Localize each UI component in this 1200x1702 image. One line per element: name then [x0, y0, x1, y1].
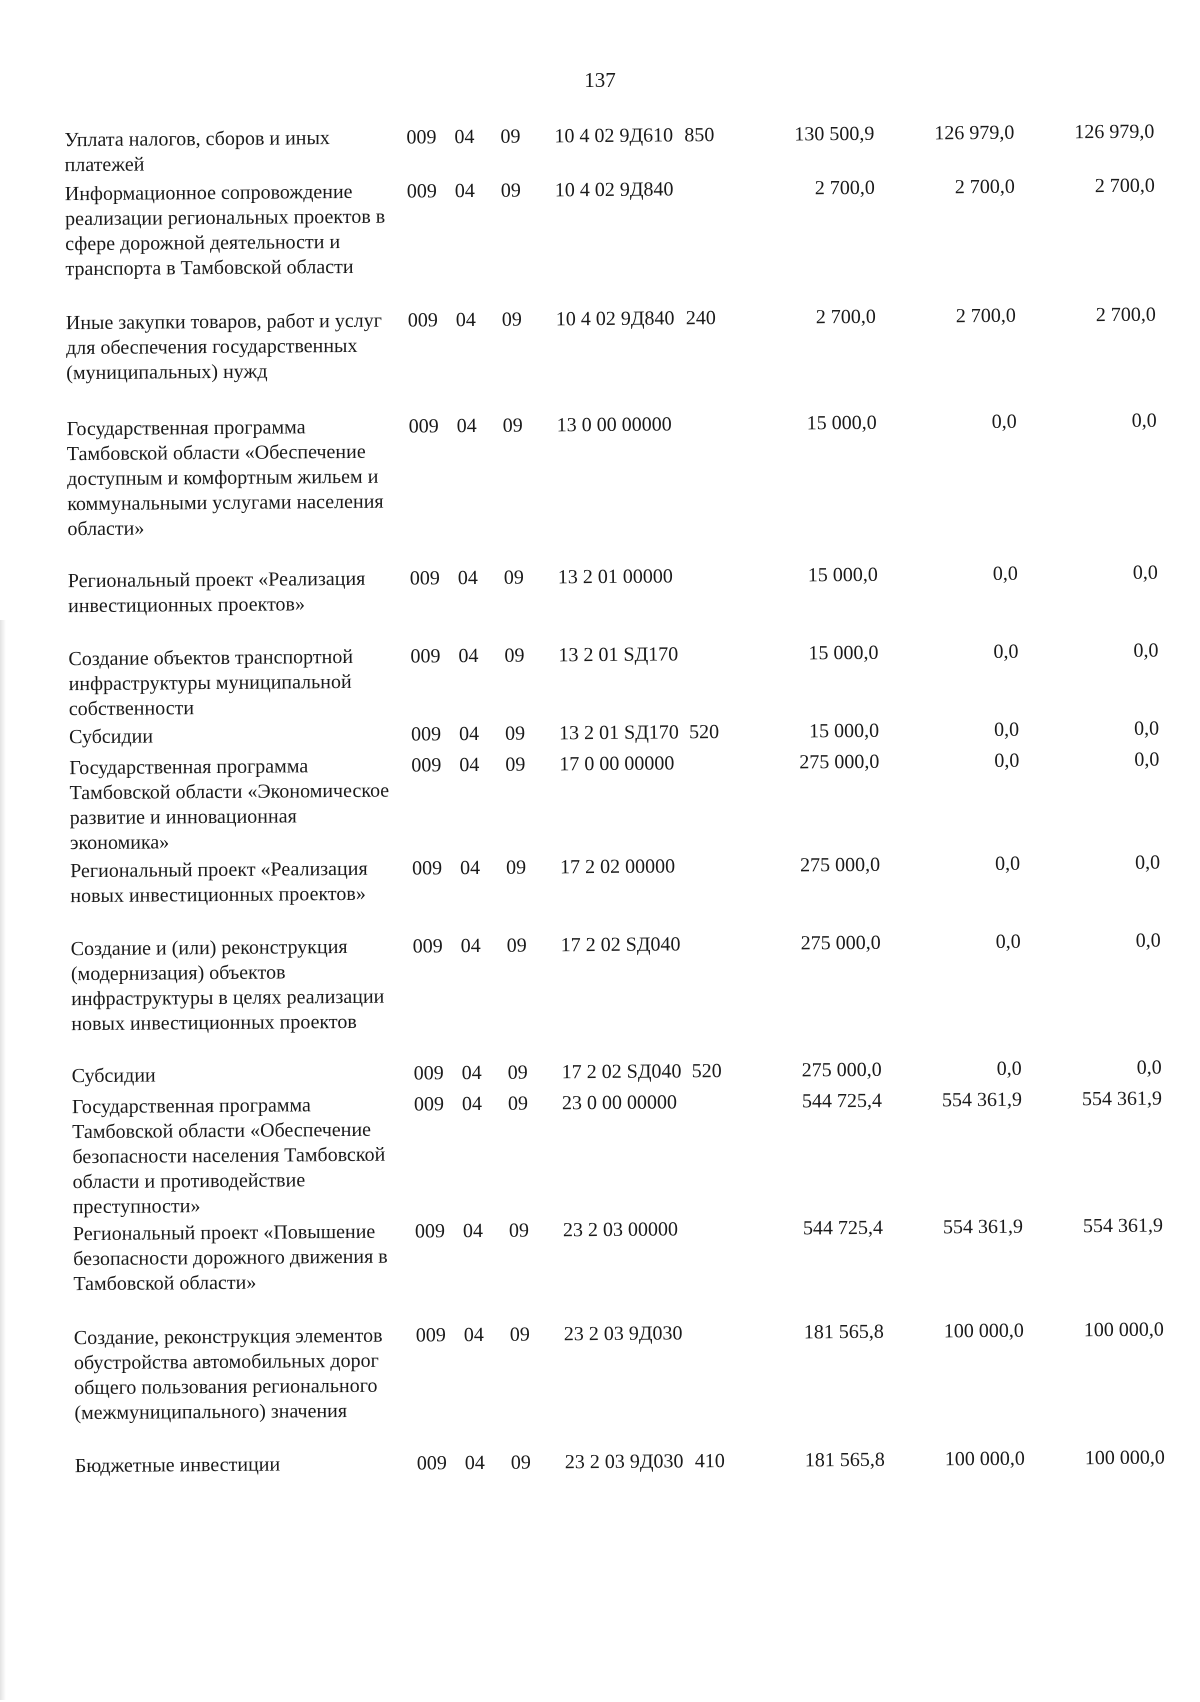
row-description: Субсидии — [71, 1064, 156, 1088]
cell-gr: 009 — [406, 180, 437, 203]
cell-pr: 09 — [508, 1219, 530, 1242]
cell-gr: 009 — [416, 1452, 447, 1475]
cell-gr: 009 — [408, 415, 439, 438]
cell-rz: 04 — [461, 1061, 482, 1085]
row-description: Создание объектов транспортной инфраструктуры муниципальной собственности — [68, 645, 354, 721]
cell-value-3: 2 700,0 — [1095, 303, 1156, 327]
table-row — [0, 560, 1198, 618]
cell-value-3: 0,0 — [1136, 1056, 1162, 1079]
cell-csr: 17 2 02 SД040 — [560, 933, 681, 957]
cell-csr: 23 2 03 9Д030 — [563, 1322, 683, 1346]
cell-vr: 410 — [694, 1450, 725, 1473]
cell-rz: 04 — [461, 1092, 483, 1116]
cell-value-3: 100 000,0 — [1084, 1446, 1165, 1470]
cell-pr: 09 — [503, 566, 524, 589]
cell-gr: 009 — [412, 935, 443, 958]
cell-gr: 009 — [413, 1093, 445, 1116]
cell-gr: 009 — [407, 309, 438, 332]
cell-rz: 04 — [462, 1219, 484, 1243]
cell-value-1: 181 565,8 — [803, 1320, 884, 1344]
cell-pr: 09 — [507, 1061, 528, 1084]
row-description: Субсидии — [69, 725, 154, 749]
cell-csr: 23 2 03 9Д030 — [564, 1450, 684, 1474]
cell-value-3: 100 000,0 — [1083, 1318, 1164, 1342]
cell-rz: 04 — [458, 722, 480, 746]
cell-value-2: 0,0 — [995, 930, 1021, 953]
row-description: Создание и (или) реконструкция (модернизация) объектов инфраструктуры в целях реализации новых инвестиционных проектов — [70, 935, 385, 1036]
cell-pr: 09 — [506, 934, 527, 957]
cell-value-3: 0,0 — [1133, 717, 1160, 740]
cell-vr: 520 — [688, 721, 720, 744]
cell-pr: 09 — [500, 125, 521, 148]
cell-pr: 09 — [505, 753, 526, 776]
cell-rz: 04 — [458, 644, 479, 668]
table-row — [2, 1055, 1200, 1088]
cell-value-3: 126 979,0 — [1074, 120, 1155, 144]
cell-gr: 009 — [411, 754, 442, 777]
row-description: Государственная программа Тамбовской области «Обеспечение безопасности населения Тамбовской области и противодействие преступности» — [71, 1094, 386, 1219]
cell-csr: 13 2 01 SД170 — [558, 721, 679, 745]
table-row — [5, 1445, 1200, 1478]
row-description: Уплата налогов, сборов и иных платежей — [64, 127, 330, 177]
cell-value-1: 275 000,0 — [800, 853, 881, 877]
cell-pr: 09 — [502, 414, 523, 437]
cell-value-1: 275 000,0 — [800, 931, 881, 955]
cell-gr: 009 — [413, 1062, 444, 1085]
row-description: Региональный проект «Повышение безопасности дорожного движения в Тамбовской области» — [72, 1220, 388, 1296]
cell-value-1: 544 725,4 — [802, 1216, 884, 1240]
cell-gr: 009 — [411, 723, 442, 746]
cell-gr: 009 — [409, 567, 440, 590]
table-row — [0, 302, 1196, 385]
cell-pr: 09 — [506, 856, 527, 879]
cell-csr: 10 4 02 9Д840 — [555, 307, 675, 331]
cell-value-3: 554 361,9 — [1081, 1087, 1163, 1111]
cell-vr: 850 — [684, 124, 715, 147]
cell-value-3: 0,0 — [1133, 639, 1159, 662]
cell-value-3: 2 700,0 — [1094, 174, 1155, 198]
cell-value-1: 15 000,0 — [806, 411, 877, 435]
cell-rz: 04 — [454, 179, 475, 203]
cell-gr: 009 — [415, 1324, 446, 1347]
cell-gr: 009 — [406, 126, 437, 149]
cell-rz: 04 — [464, 1451, 485, 1475]
cell-rz: 04 — [463, 1323, 484, 1347]
cell-gr: 009 — [412, 857, 443, 880]
cell-value-2: 554 361,9 — [941, 1088, 1023, 1112]
cell-rz: 04 — [459, 753, 480, 777]
cell-value-3: 0,0 — [1132, 561, 1158, 584]
row-description: Государственная программа Тамбовской области «Обеспечение доступным и комфортным жильем и коммунальными услугами населения области» — [66, 416, 384, 541]
cell-value-2: 0,0 — [992, 562, 1018, 585]
table-row — [0, 408, 1197, 541]
cell-vr: 240 — [685, 307, 716, 330]
cell-value-2: 2 700,0 — [955, 304, 1016, 328]
cell-csr: 17 0 00 00000 — [559, 752, 675, 776]
cell-value-3: 0,0 — [1134, 748, 1160, 771]
row-description: Создание, реконструкция элементов обустройства автомобильных дорог общего пользования регионального (межмуниципального) значения — [73, 1324, 383, 1425]
cell-value-2: 126 979,0 — [934, 121, 1015, 145]
cell-pr: 09 — [500, 179, 521, 202]
cell-value-2: 0,0 — [991, 410, 1017, 433]
table-row — [0, 119, 1194, 177]
cell-vr: 520 — [691, 1060, 722, 1083]
cell-rz: 04 — [454, 125, 475, 149]
cell-csr: 17 2 02 00000 — [560, 855, 676, 879]
cell-csr: 23 2 03 00000 — [562, 1218, 679, 1242]
cell-value-1: 130 500,9 — [794, 122, 875, 146]
cell-pr: 09 — [501, 308, 522, 331]
row-description: Иные закупки товаров, работ и услуг для обеспечения государственных (муниципальных) нужд — [65, 309, 383, 385]
cell-value-1: 2 700,0 — [815, 305, 876, 329]
cell-csr: 17 2 02 SД040 — [561, 1060, 682, 1084]
cell-value-2: 0,0 — [993, 640, 1019, 663]
cell-value-2: 0,0 — [995, 852, 1021, 875]
row-description: Информационное сопровождение реализации региональных проектов в сфере дорожной деятельности и транспорта в Тамбовской области — [64, 180, 386, 281]
cell-csr: 10 4 02 9Д840 — [554, 178, 674, 202]
cell-gr: 009 — [414, 1220, 446, 1243]
cell-rz: 04 — [460, 856, 481, 880]
cell-pr: 09 — [509, 1323, 530, 1346]
cell-value-2: 0,0 — [993, 718, 1020, 741]
cell-value-3: 554 361,9 — [1082, 1214, 1164, 1238]
cell-value-3: 0,0 — [1135, 929, 1161, 952]
cell-rz: 04 — [455, 308, 476, 332]
cell-value-1: 181 565,8 — [804, 1448, 885, 1472]
cell-value-2: 100 000,0 — [943, 1319, 1024, 1343]
cell-pr: 09 — [504, 644, 525, 667]
cell-rz: 04 — [457, 566, 478, 590]
cell-value-3: 0,0 — [1131, 409, 1157, 432]
row-description: Региональный проект «Реализация новых инвестиционных проектов» — [70, 857, 368, 908]
row-description: Бюджетные инвестиции — [74, 1453, 281, 1478]
cell-value-1: 544 725,4 — [801, 1089, 883, 1113]
cell-value-2: 0,0 — [996, 1057, 1022, 1080]
table-row — [0, 638, 1198, 721]
cell-rz: 04 — [460, 934, 481, 958]
cell-pr: 09 — [510, 1451, 531, 1474]
cell-pr: 09 — [507, 1092, 529, 1115]
page-number: 137 — [584, 68, 616, 92]
cell-gr: 009 — [410, 645, 441, 668]
cell-value-2: 0,0 — [994, 749, 1020, 772]
row-description: Региональный проект «Реализация инвестиционных проектов» — [67, 567, 366, 618]
cell-value-2: 100 000,0 — [944, 1447, 1025, 1471]
cell-value-1: 15 000,0 — [807, 563, 878, 587]
cell-rz: 04 — [456, 414, 477, 438]
cell-csr: 13 2 01 00000 — [557, 565, 673, 589]
cell-value-2: 2 700,0 — [954, 175, 1015, 199]
row-description: Государственная программа Тамбовской области «Экономическое развитие и инновационная экономика» — [69, 755, 390, 855]
cell-value-1: 15 000,0 — [808, 641, 879, 665]
table-row — [4, 1317, 1200, 1425]
table-row — [1, 928, 1200, 1036]
cell-value-1: 2 700,0 — [814, 176, 875, 200]
cell-csr: 23 0 00 00000 — [561, 1091, 678, 1115]
cell-value-2: 554 361,9 — [942, 1215, 1024, 1239]
cell-csr: 13 2 01 SД170 — [558, 643, 679, 667]
cell-value-1: 275 000,0 — [799, 750, 880, 774]
cell-csr: 13 0 00 00000 — [556, 413, 672, 437]
cell-value-3: 0,0 — [1135, 851, 1161, 874]
cell-value-1: 15 000,0 — [808, 719, 880, 743]
cell-value-1: 275 000,0 — [801, 1058, 882, 1082]
cell-csr: 10 4 02 9Д610 — [554, 124, 674, 148]
cell-pr: 09 — [504, 722, 526, 745]
